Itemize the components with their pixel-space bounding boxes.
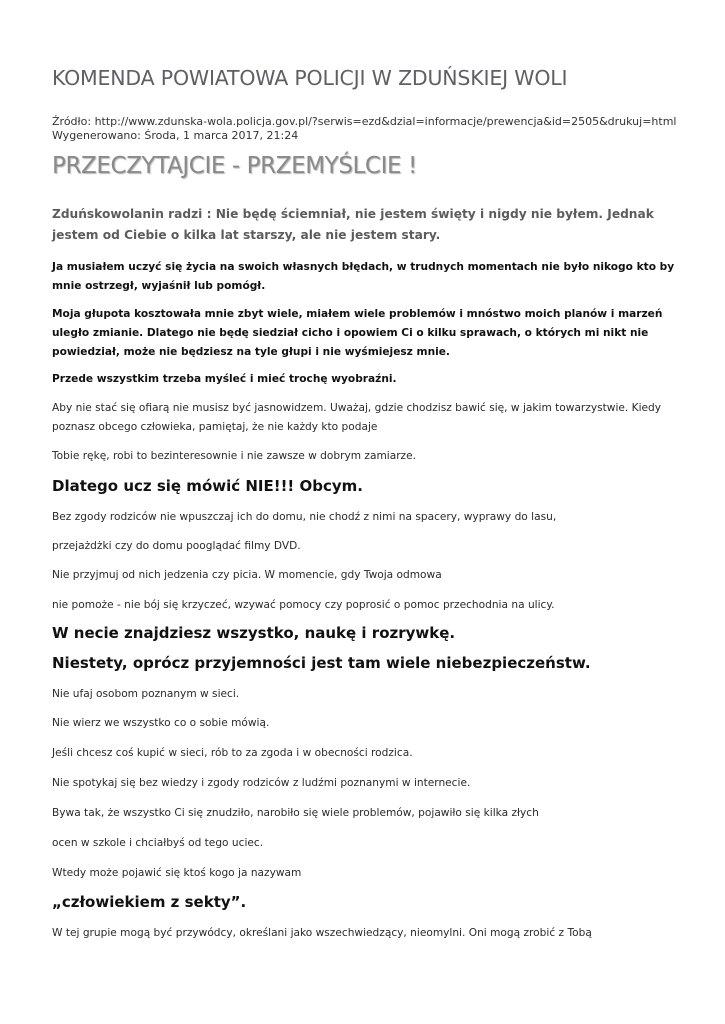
- article-lead: Zduńskowolanin radzi : Nie będę ściemniał, nie jestem święty i nigdy nie byłem. Jednak jestem od Ciebie o kilka lat starszy, ale nie jestem stary.: [52, 207, 654, 242]
- paragraph-6: Bez zgody rodziców nie wpuszczaj ich do domu, nie chodź z nimi na spacery, wyprawy do lasu,: [52, 511, 557, 523]
- subheading-4: „człowiekiem z sekty”.: [52, 893, 247, 911]
- subheading-1: Dlatego ucz się mówić NIE!!! Obcym.: [52, 477, 363, 495]
- paragraph-14: Bywa tak, że wszystko Ci się znudziło, narobiło się wiele problemów, pojawiło się kilka złych: [52, 807, 539, 819]
- paragraph-3: Przede wszystkim trzeba myśleć i mieć trochę wyobraźni.: [52, 373, 397, 385]
- paragraph-11: Nie wierz we wszystko co o sobie mówią.: [52, 717, 270, 729]
- paragraph-17: W tej grupie mogą być przywódcy, określani jako wszechwiedzący, nieomylni. Oni mogą zrobić z Tobą: [52, 927, 592, 939]
- subheading-2: W necie znajdziesz wszystko, naukę i rozrywkę.: [52, 624, 456, 642]
- paragraph-7: przejażdżki czy do domu pooglądać filmy DVD.: [52, 540, 301, 552]
- paragraph-15: ocen w szkole i chciałbyś od tego uciec.: [52, 837, 264, 849]
- paragraph-16: Wtedy może pojawić się ktoś kogo ja nazywam: [52, 867, 302, 879]
- document-meta: [52, 115, 676, 143]
- subheading-3: Niestety, oprócz przyjemności jest tam wiele niebezpieczeństw.: [52, 654, 591, 672]
- paragraph-9: nie pomoże - nie bój się krzyczeć, wzywać pomocy czy poprosić o pomoc przechodnia na ulicy.: [52, 599, 555, 611]
- paragraph-5: Tobie rękę, robi to bezinteresownie i nie zawsze w dobrym zamiarze.: [52, 450, 417, 462]
- paragraph-4: Aby nie stać się ofiarą nie musisz być jasnowidzem. Uważaj, gdzie chodzisz bawić się, w jakim towarzystwie. Kiedy poznasz obcego człowieka, pamiętaj, że nie każdy kto podaje: [52, 402, 662, 433]
- paragraph-2: Moja głupota kosztowała mnie zbyt wiele, miałem wiele problemów i mnóstwo moich planów i marzeń uległo zmianie. Dlatego nie będę siedział cicho i opowiem Ci o kilku sprawach, o których mi nikt nie powiedział, może nie będziesz na tyle głupi i nie wyśmiejesz mnie.: [52, 308, 663, 358]
- paragraph-8: Nie przyjmuj od nich jedzenia czy picia. W momencie, gdy Twoja odmowa: [52, 569, 442, 581]
- paragraph-13: Nie spotykaj się bez wiedzy i zgody rodziców z ludźmi poznanymi w internecie.: [52, 777, 471, 789]
- article-title: PRZECZYTAJCIE - PRZEMYŚLCIE !: [52, 153, 417, 179]
- paragraph-12: Jeśli chcesz coś kupić w sieci, rób to za zgoda i w obecności rodzica.: [52, 747, 413, 759]
- page-header-title: KOMENDA POWIATOWA POLICJI W ZDUŃSKIEJ WOLI: [52, 66, 568, 90]
- paragraph-1: Ja musiałem uczyć się życia na swoich własnych błędach, w trudnych momentach nie było nikogo kto by mnie ostrzegł, wyjaśnił lub pomógł.: [52, 261, 675, 292]
- generated-line: Wygenerowano: Środa, 1 marca 2017, 21:24: [52, 129, 299, 142]
- source-line: Źródło: http://www.zdunska-wola.policja.gov.pl/?serwis=ezd&dzial=informacje/prewencja&id=2505&drukuj=html: [52, 115, 677, 128]
- paragraph-10: Nie ufaj osobom poznanym w sieci.: [52, 688, 240, 700]
